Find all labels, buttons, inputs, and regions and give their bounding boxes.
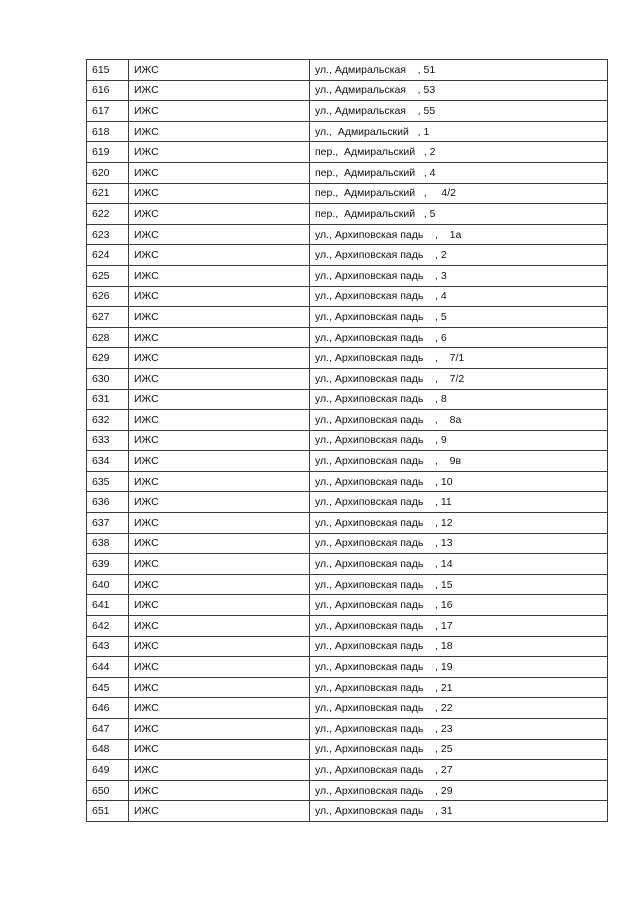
row-number-cell: 629 bbox=[87, 348, 129, 369]
row-number-cell: 639 bbox=[87, 554, 129, 575]
row-number-cell: 617 bbox=[87, 101, 129, 122]
building-type-cell: ИЖС bbox=[129, 616, 310, 637]
address-cell: ул., Архиповская падь , 9в bbox=[310, 451, 608, 472]
building-type-cell: ИЖС bbox=[129, 801, 310, 822]
building-type-cell: ИЖС bbox=[129, 121, 310, 142]
address-cell: ул., Адмиральская , 55 bbox=[310, 101, 608, 122]
row-number-cell: 647 bbox=[87, 719, 129, 740]
row-number-cell: 620 bbox=[87, 162, 129, 183]
building-type-cell: ИЖС bbox=[129, 183, 310, 204]
address-cell: ул., Архиповская падь , 25 bbox=[310, 739, 608, 760]
building-type-cell: ИЖС bbox=[129, 677, 310, 698]
building-type-cell: ИЖС bbox=[129, 327, 310, 348]
address-cell: пер., Адмиральский , 4 bbox=[310, 162, 608, 183]
address-cell: пер., Адмиральский , 4/2 bbox=[310, 183, 608, 204]
building-type-cell: ИЖС bbox=[129, 142, 310, 163]
building-type-cell: ИЖС bbox=[129, 760, 310, 781]
building-type-cell: ИЖС bbox=[129, 698, 310, 719]
address-cell: ул., Архиповская падь , 1а bbox=[310, 224, 608, 245]
table-row bbox=[87, 513, 608, 534]
table-row bbox=[87, 739, 608, 760]
building-type-cell: ИЖС bbox=[129, 348, 310, 369]
row-number-cell: 651 bbox=[87, 801, 129, 822]
row-number-cell: 645 bbox=[87, 677, 129, 698]
address-cell: ул., Архиповская падь , 15 bbox=[310, 574, 608, 595]
table-row bbox=[87, 121, 608, 142]
address-cell: ул., Архиповская падь , 13 bbox=[310, 533, 608, 554]
building-type-cell: ИЖС bbox=[129, 533, 310, 554]
row-number-cell: 637 bbox=[87, 513, 129, 534]
row-number-cell: 641 bbox=[87, 595, 129, 616]
table-row bbox=[87, 307, 608, 328]
address-cell: ул., Архиповская падь , 23 bbox=[310, 719, 608, 740]
building-type-cell: ИЖС bbox=[129, 636, 310, 657]
address-cell: ул., Архиповская падь , 5 bbox=[310, 307, 608, 328]
row-number-cell: 619 bbox=[87, 142, 129, 163]
table-row bbox=[87, 80, 608, 101]
building-type-cell: ИЖС bbox=[129, 657, 310, 678]
address-cell: ул., Архиповская падь , 11 bbox=[310, 492, 608, 513]
building-type-cell: ИЖС bbox=[129, 245, 310, 266]
address-cell: пер., Адмиральский , 2 bbox=[310, 142, 608, 163]
table-row bbox=[87, 616, 608, 637]
table-row bbox=[87, 430, 608, 451]
row-number-cell: 635 bbox=[87, 471, 129, 492]
building-type-cell: ИЖС bbox=[129, 471, 310, 492]
table-row bbox=[87, 410, 608, 431]
building-type-cell: ИЖС bbox=[129, 368, 310, 389]
address-cell: ул., Архиповская падь , 17 bbox=[310, 616, 608, 637]
address-cell: ул., Архиповская падь , 21 bbox=[310, 677, 608, 698]
table-row bbox=[87, 698, 608, 719]
address-cell: ул., Архиповская падь , 12 bbox=[310, 513, 608, 534]
row-number-cell: 640 bbox=[87, 574, 129, 595]
table-row bbox=[87, 224, 608, 245]
row-number-cell: 642 bbox=[87, 616, 129, 637]
address-cell: ул., Архиповская падь , 9 bbox=[310, 430, 608, 451]
row-number-cell: 644 bbox=[87, 657, 129, 678]
address-cell: пер., Адмиральский , 5 bbox=[310, 204, 608, 225]
row-number-cell: 632 bbox=[87, 410, 129, 431]
table-row bbox=[87, 60, 608, 81]
building-type-cell: ИЖС bbox=[129, 265, 310, 286]
table-row bbox=[87, 492, 608, 513]
row-number-cell: 625 bbox=[87, 265, 129, 286]
row-number-cell: 627 bbox=[87, 307, 129, 328]
address-cell: ул., Архиповская падь , 7/2 bbox=[310, 368, 608, 389]
building-type-cell: ИЖС bbox=[129, 554, 310, 575]
row-number-cell: 638 bbox=[87, 533, 129, 554]
address-cell: ул., Архиповская падь , 14 bbox=[310, 554, 608, 575]
address-cell: ул., Архиповская падь , 16 bbox=[310, 595, 608, 616]
row-number-cell: 626 bbox=[87, 286, 129, 307]
building-type-cell: ИЖС bbox=[129, 286, 310, 307]
table-row bbox=[87, 368, 608, 389]
row-number-cell: 650 bbox=[87, 780, 129, 801]
table-row bbox=[87, 554, 608, 575]
address-cell: ул., Адмиральский , 1 bbox=[310, 121, 608, 142]
table-row bbox=[87, 265, 608, 286]
building-type-cell: ИЖС bbox=[129, 780, 310, 801]
table-row bbox=[87, 245, 608, 266]
table-row bbox=[87, 533, 608, 554]
row-number-cell: 648 bbox=[87, 739, 129, 760]
table-row bbox=[87, 760, 608, 781]
building-type-cell: ИЖС bbox=[129, 389, 310, 410]
building-type-cell: ИЖС bbox=[129, 204, 310, 225]
table-row bbox=[87, 101, 608, 122]
address-cell: ул., Архиповская падь , 18 bbox=[310, 636, 608, 657]
row-number-cell: 622 bbox=[87, 204, 129, 225]
table-row bbox=[87, 636, 608, 657]
row-number-cell: 618 bbox=[87, 121, 129, 142]
address-cell: ул., Архиповская падь , 22 bbox=[310, 698, 608, 719]
row-number-cell: 623 bbox=[87, 224, 129, 245]
address-cell: ул., Архиповская падь , 2 bbox=[310, 245, 608, 266]
building-type-cell: ИЖС bbox=[129, 430, 310, 451]
address-cell: ул., Архиповская падь , 29 bbox=[310, 780, 608, 801]
building-type-cell: ИЖС bbox=[129, 101, 310, 122]
building-type-cell: ИЖС bbox=[129, 60, 310, 81]
table-row bbox=[87, 657, 608, 678]
address-cell: ул., Архиповская падь , 8 bbox=[310, 389, 608, 410]
row-number-cell: 649 bbox=[87, 760, 129, 781]
row-number-cell: 630 bbox=[87, 368, 129, 389]
address-registry-body bbox=[87, 60, 608, 822]
row-number-cell: 628 bbox=[87, 327, 129, 348]
row-number-cell: 636 bbox=[87, 492, 129, 513]
building-type-cell: ИЖС bbox=[129, 513, 310, 534]
building-type-cell: ИЖС bbox=[129, 80, 310, 101]
table-row bbox=[87, 389, 608, 410]
table-row bbox=[87, 204, 608, 225]
address-cell: ул., Архиповская падь , 31 bbox=[310, 801, 608, 822]
table-row bbox=[87, 451, 608, 472]
table-row bbox=[87, 286, 608, 307]
row-number-cell: 616 bbox=[87, 80, 129, 101]
address-cell: ул., Архиповская падь , 10 bbox=[310, 471, 608, 492]
building-type-cell: ИЖС bbox=[129, 595, 310, 616]
row-number-cell: 624 bbox=[87, 245, 129, 266]
table-row bbox=[87, 348, 608, 369]
table-row bbox=[87, 327, 608, 348]
table-row bbox=[87, 780, 608, 801]
address-cell: ул., Архиповская падь , 27 bbox=[310, 760, 608, 781]
building-type-cell: ИЖС bbox=[129, 307, 310, 328]
building-type-cell: ИЖС bbox=[129, 574, 310, 595]
address-cell: ул., Архиповская падь , 19 bbox=[310, 657, 608, 678]
address-cell: ул., Адмиральская , 51 bbox=[310, 60, 608, 81]
table-row bbox=[87, 471, 608, 492]
table-row bbox=[87, 719, 608, 740]
building-type-cell: ИЖС bbox=[129, 451, 310, 472]
row-number-cell: 615 bbox=[87, 60, 129, 81]
row-number-cell: 643 bbox=[87, 636, 129, 657]
table-row bbox=[87, 574, 608, 595]
address-registry-table bbox=[86, 59, 608, 822]
table-row bbox=[87, 677, 608, 698]
table-row bbox=[87, 162, 608, 183]
table-row bbox=[87, 142, 608, 163]
table-row bbox=[87, 801, 608, 822]
address-cell: ул., Архиповская падь , 4 bbox=[310, 286, 608, 307]
building-type-cell: ИЖС bbox=[129, 162, 310, 183]
building-type-cell: ИЖС bbox=[129, 492, 310, 513]
address-cell: ул., Архиповская падь , 6 bbox=[310, 327, 608, 348]
building-type-cell: ИЖС bbox=[129, 224, 310, 245]
row-number-cell: 634 bbox=[87, 451, 129, 472]
row-number-cell: 646 bbox=[87, 698, 129, 719]
building-type-cell: ИЖС bbox=[129, 719, 310, 740]
row-number-cell: 621 bbox=[87, 183, 129, 204]
address-cell: ул., Адмиральская , 53 bbox=[310, 80, 608, 101]
building-type-cell: ИЖС bbox=[129, 410, 310, 431]
address-cell: ул., Архиповская падь , 7/1 bbox=[310, 348, 608, 369]
row-number-cell: 633 bbox=[87, 430, 129, 451]
table-row bbox=[87, 183, 608, 204]
address-cell: ул., Архиповская падь , 8а bbox=[310, 410, 608, 431]
table-row bbox=[87, 595, 608, 616]
building-type-cell: ИЖС bbox=[129, 739, 310, 760]
address-cell: ул., Архиповская падь , 3 bbox=[310, 265, 608, 286]
row-number-cell: 631 bbox=[87, 389, 129, 410]
